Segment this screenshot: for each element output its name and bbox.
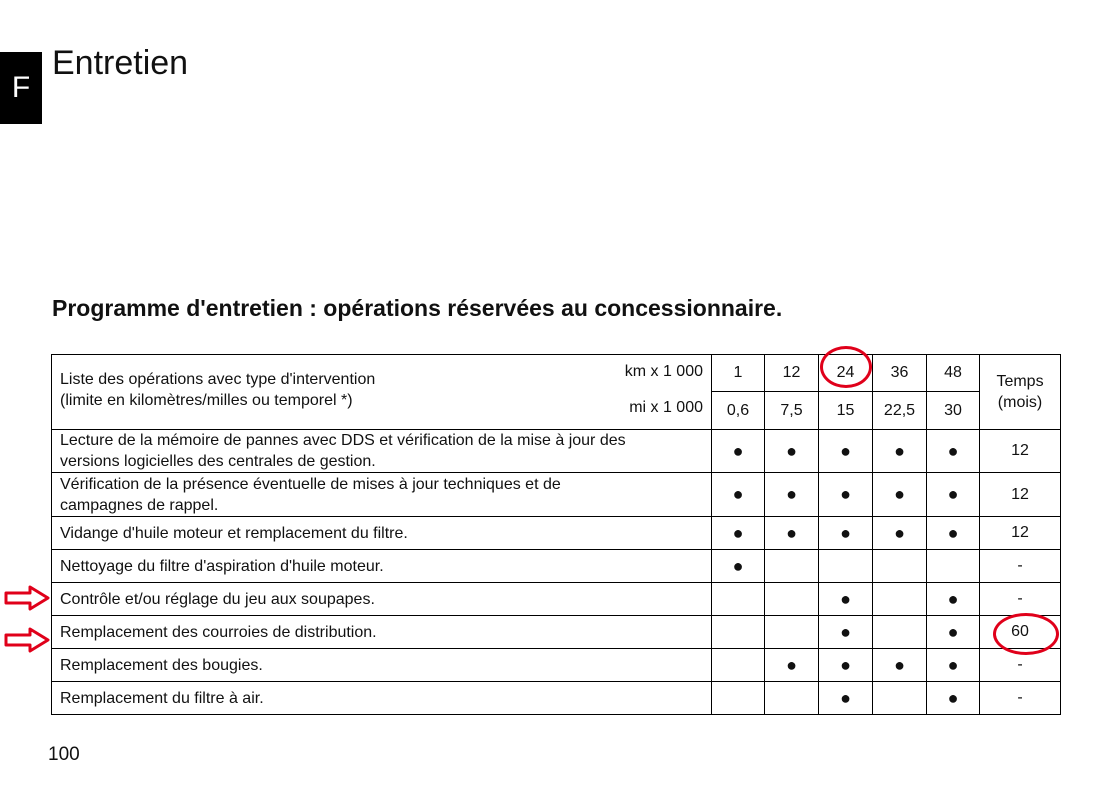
interval-mark-cell: ● <box>765 517 819 550</box>
interval-mark-cell <box>819 550 873 583</box>
table-row <box>52 583 1061 616</box>
temps-value: - <box>980 550 1061 583</box>
page-title: Entretien <box>52 44 189 82</box>
temps-value: 60 <box>980 616 1061 649</box>
table-row <box>52 517 1061 550</box>
section-heading: Programme d'entretien : opérations réservées au concessionnaire. <box>52 295 783 321</box>
mi-unit-label: mi x 1 000 <box>629 399 703 416</box>
table-row <box>52 430 1061 473</box>
interval-mark-cell <box>712 682 765 715</box>
interval-mark-cell <box>765 682 819 715</box>
operation-description <box>52 616 712 649</box>
operation-description <box>52 517 712 550</box>
interval-mark-cell: ● <box>819 430 873 473</box>
interval-mark-cell: ● <box>819 583 873 616</box>
table-row <box>52 616 1061 649</box>
temps-value: 12 <box>980 430 1061 473</box>
table-row <box>52 473 1061 517</box>
arrow-right-outline-icon <box>4 627 50 653</box>
interval-mark-cell: ● <box>927 473 980 517</box>
km-value: 12 <box>765 355 819 392</box>
interval-mark-cell: ● <box>927 583 980 616</box>
operation-description <box>52 430 712 473</box>
interval-mark-cell: ● <box>712 430 765 473</box>
km-value: 36 <box>873 355 927 392</box>
interval-mark-cell: ● <box>873 473 927 517</box>
table-row <box>52 550 1061 583</box>
interval-mark-cell: ● <box>819 517 873 550</box>
interval-mark-cell: ● <box>819 616 873 649</box>
interval-mark-cell <box>712 616 765 649</box>
interval-mark-cell: ● <box>927 517 980 550</box>
mi-value: 7,5 <box>765 392 819 430</box>
temps-value: - <box>980 583 1061 616</box>
operations-header-label: Liste des opérations avec type d'intervention <box>60 371 376 388</box>
operation-description <box>52 473 712 517</box>
interval-mark-cell <box>765 616 819 649</box>
temps-value: - <box>980 682 1061 715</box>
page-number: 100 <box>48 744 80 765</box>
arrow-right-outline-icon <box>4 585 50 611</box>
table-row <box>52 682 1061 715</box>
mi-value: 15 <box>819 392 873 430</box>
km-unit-label: km x 1 000 <box>624 363 703 380</box>
operation-description <box>52 583 712 616</box>
interval-mark-cell: ● <box>927 616 980 649</box>
temps-value: - <box>980 649 1061 682</box>
highlight-circle-temps-60 <box>993 613 1059 655</box>
operation-text-continued: versions logicielles des centrales de gestion. <box>60 453 376 470</box>
km-value: 1 <box>712 355 765 392</box>
operation-description <box>52 649 712 682</box>
interval-mark-cell <box>712 583 765 616</box>
highlight-circle-km-24 <box>820 346 872 388</box>
interval-mark-cell: ● <box>819 473 873 517</box>
operation-text: Remplacement des courroies de distribution. <box>60 623 377 641</box>
temps-header-label: Temps <box>996 373 1044 390</box>
operation-text: Vérification de la présence éventuelle de mises à jour techniques et de <box>60 475 561 493</box>
operation-text: Remplacement du filtre à air. <box>60 689 264 707</box>
operation-text: Nettoyage du filtre d'aspiration d'huile moteur. <box>60 557 384 575</box>
interval-mark-cell: ● <box>873 649 927 682</box>
temps-header-unit: (mois) <box>997 394 1043 411</box>
operation-text: Contrôle et/ou réglage du jeu aux soupapes. <box>60 590 375 608</box>
language-tab-marker: F <box>0 52 42 124</box>
interval-mark-cell: ● <box>765 430 819 473</box>
table-row <box>52 649 1061 682</box>
interval-mark-cell <box>927 550 980 583</box>
operation-text: Vidange d'huile moteur et remplacement du filtre. <box>60 524 408 542</box>
interval-mark-cell: ● <box>927 649 980 682</box>
operation-text-continued: campagnes de rappel. <box>60 496 219 514</box>
interval-mark-cell <box>765 550 819 583</box>
interval-mark-cell: ● <box>873 430 927 473</box>
mi-value: 30 <box>927 392 980 430</box>
temps-value: 12 <box>980 517 1061 550</box>
interval-mark-cell: ● <box>712 517 765 550</box>
operation-description <box>52 550 712 583</box>
interval-mark-cell: ● <box>712 550 765 583</box>
operations-header-sublabel: (limite en kilomètres/milles ou temporel *) <box>60 392 353 409</box>
interval-mark-cell <box>873 682 927 715</box>
interval-mark-cell: ● <box>712 473 765 517</box>
interval-mark-cell: ● <box>873 517 927 550</box>
interval-mark-cell <box>873 583 927 616</box>
mi-value: 22,5 <box>873 392 927 430</box>
temps-value: 12 <box>980 473 1061 517</box>
mi-value: 0,6 <box>712 392 765 430</box>
interval-mark-cell: ● <box>819 682 873 715</box>
operation-text: Lecture de la mémoire de pannes avec DDS et vérification de la mise à jour des <box>60 432 626 449</box>
km-value: 48 <box>927 355 980 392</box>
km-value: 24 <box>819 355 873 392</box>
interval-mark-cell: ● <box>927 430 980 473</box>
operations-header-cell <box>52 355 712 430</box>
interval-mark-cell: ● <box>765 473 819 517</box>
interval-mark-cell: ● <box>927 682 980 715</box>
interval-mark-cell <box>712 649 765 682</box>
interval-mark-cell: ● <box>819 649 873 682</box>
interval-mark-cell <box>873 550 927 583</box>
operation-description <box>52 682 712 715</box>
interval-mark-cell <box>765 583 819 616</box>
temps-header-cell <box>980 355 1061 430</box>
interval-mark-cell <box>873 616 927 649</box>
maintenance-schedule-table <box>51 354 1061 715</box>
interval-mark-cell: ● <box>765 649 819 682</box>
table-header-row-km <box>52 355 1061 392</box>
operation-text: Remplacement des bougies. <box>60 656 263 674</box>
